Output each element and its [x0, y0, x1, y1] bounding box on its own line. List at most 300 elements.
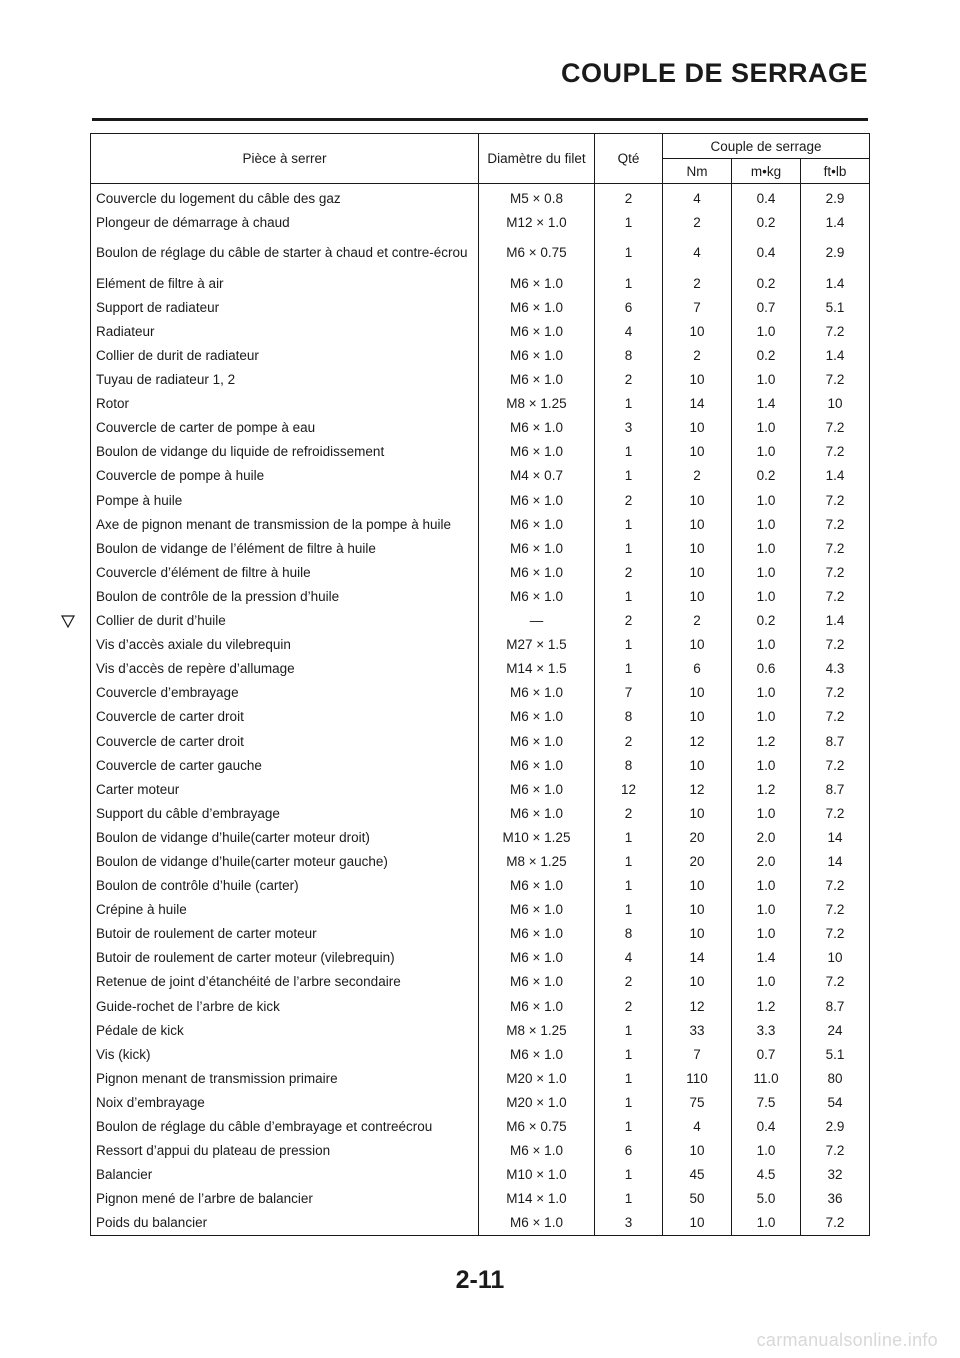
cell-thread: M6 × 1.0 — [479, 970, 595, 994]
cell-ftlb: 7.2 — [801, 319, 870, 343]
cell-thread: M6 × 1.0 — [479, 536, 595, 560]
cell-ftlb: 7.2 — [801, 440, 870, 464]
cell-thread: M6 × 1.0 — [479, 1139, 595, 1163]
cell-nm: 2 — [663, 464, 732, 488]
cell-ftlb: 7.2 — [801, 970, 870, 994]
cell-part: Pompe à huile — [91, 488, 479, 512]
cell-ftlb: 7.2 — [801, 512, 870, 536]
cell-nm: 2 — [663, 210, 732, 234]
cell-nm: 4 — [663, 1114, 732, 1138]
cell-thread: M6 × 1.0 — [479, 343, 595, 367]
cell-nm: 75 — [663, 1090, 732, 1114]
cell-qty: 2 — [595, 994, 663, 1018]
cell-ftlb: 14 — [801, 825, 870, 849]
cell-nm: 14 — [663, 392, 732, 416]
cell-part: Couvercle du logement du câble des gaz — [91, 184, 479, 211]
table-row — [91, 295, 870, 319]
cell-ftlb: 7.2 — [801, 681, 870, 705]
table-row — [91, 343, 870, 367]
cell-part: Couvercle de carter gauche — [91, 753, 479, 777]
table-row — [91, 898, 870, 922]
table-row — [91, 368, 870, 392]
cell-mkg: 0.2 — [732, 609, 801, 633]
cell-thread: M14 × 1.0 — [479, 1187, 595, 1211]
cell-nm: 10 — [663, 705, 732, 729]
cell-ftlb: 2.9 — [801, 184, 870, 211]
header-qty: Qté — [595, 134, 663, 184]
cell-thread: M6 × 1.0 — [479, 729, 595, 753]
cell-nm: 10 — [663, 970, 732, 994]
cell-qty: 6 — [595, 295, 663, 319]
cell-mkg: 2.0 — [732, 849, 801, 873]
cell-nm: 33 — [663, 1018, 732, 1042]
cell-ftlb: 54 — [801, 1090, 870, 1114]
cell-part: Vis d’accès de repère d’allumage — [91, 657, 479, 681]
cell-mkg: 0.7 — [732, 295, 801, 319]
cell-thread: M20 × 1.0 — [479, 1090, 595, 1114]
cell-part: Couvercle de pompe à huile — [91, 464, 479, 488]
cell-nm: 110 — [663, 1066, 732, 1090]
cell-qty: 1 — [595, 1114, 663, 1138]
cell-part: Guide-rochet de l’arbre de kick — [91, 994, 479, 1018]
page-number: 2-11 — [455, 1266, 505, 1294]
cell-qty: 1 — [595, 512, 663, 536]
triangle-outline-icon — [61, 614, 75, 628]
cell-qty: 12 — [595, 777, 663, 801]
cell-thread: M6 × 1.0 — [479, 753, 595, 777]
cell-part: Tuyau de radiateur 1, 2 — [91, 368, 479, 392]
table-row — [91, 440, 870, 464]
cell-thread: M6 × 1.0 — [479, 488, 595, 512]
table-row — [91, 657, 870, 681]
table-row — [91, 319, 870, 343]
cell-nm: 10 — [663, 416, 732, 440]
cell-part: Carter moteur — [91, 777, 479, 801]
cell-thread: M10 × 1.0 — [479, 1163, 595, 1187]
cell-nm: 10 — [663, 898, 732, 922]
cell-thread: M6 × 1.0 — [479, 295, 595, 319]
cell-mkg: 1.0 — [732, 536, 801, 560]
cell-part: Pédale de kick — [91, 1018, 479, 1042]
table-row — [91, 184, 870, 211]
cell-ftlb: 1.4 — [801, 343, 870, 367]
table-row — [91, 416, 870, 440]
table-row — [91, 1139, 870, 1163]
cell-mkg: 0.2 — [732, 464, 801, 488]
cell-ftlb: 7.2 — [801, 1139, 870, 1163]
cell-mkg: 0.2 — [732, 343, 801, 367]
cell-qty: 2 — [595, 368, 663, 392]
cell-mkg: 1.0 — [732, 584, 801, 608]
table-row — [91, 1018, 870, 1042]
cell-part: Plongeur de démarrage à chaud — [91, 210, 479, 234]
header-thread: Diamètre du filet — [479, 134, 595, 184]
cell-ftlb: 8.7 — [801, 777, 870, 801]
page-title: COUPLE DE SERRAGE — [560, 58, 868, 88]
cell-thread: M6 × 1.0 — [479, 898, 595, 922]
cell-part: Ressort d’appui du plateau de pression — [91, 1139, 479, 1163]
cell-qty: 1 — [595, 536, 663, 560]
cell-part: Boulon de vidange de l’élément de filtre à huile — [91, 536, 479, 560]
cell-qty: 3 — [595, 416, 663, 440]
cell-part: Couvercle de carter droit — [91, 705, 479, 729]
cell-nm: 45 — [663, 1163, 732, 1187]
cell-thread: M6 × 1.0 — [479, 368, 595, 392]
cell-part: Boulon de vidange d’huile(carter moteur gauche) — [91, 849, 479, 873]
cell-ftlb: 4.3 — [801, 657, 870, 681]
cell-qty: 1 — [595, 1018, 663, 1042]
cell-thread: — — [479, 609, 595, 633]
cell-part: Vis d’accès axiale du vilebrequin — [91, 633, 479, 657]
cell-thread: M6 × 1.0 — [479, 1211, 595, 1236]
cell-qty: 8 — [595, 705, 663, 729]
cell-nm: 10 — [663, 368, 732, 392]
cell-part: Noix d’embrayage — [91, 1090, 479, 1114]
table-row — [91, 1042, 870, 1066]
cell-qty: 1 — [595, 234, 663, 271]
table-row — [91, 560, 870, 584]
cell-qty: 2 — [595, 970, 663, 994]
cell-part: Couvercle d’embrayage — [91, 681, 479, 705]
cell-ftlb: 7.2 — [801, 416, 870, 440]
cell-qty: 2 — [595, 801, 663, 825]
cell-mkg: 3.3 — [732, 1018, 801, 1042]
cell-thread: M8 × 1.25 — [479, 849, 595, 873]
cell-part: Couvercle de carter droit — [91, 729, 479, 753]
cell-part: Rotor — [91, 392, 479, 416]
torque-table — [90, 133, 870, 1236]
cell-mkg: 1.0 — [732, 512, 801, 536]
cell-ftlb: 7.2 — [801, 898, 870, 922]
cell-ftlb: 8.7 — [801, 729, 870, 753]
table-row — [91, 512, 870, 536]
cell-ftlb: 1.4 — [801, 210, 870, 234]
cell-part: Collier de durit d’huile — [91, 609, 479, 633]
table-row — [91, 849, 870, 873]
torque-table-body — [91, 184, 870, 1236]
cell-thread: M14 × 1.5 — [479, 657, 595, 681]
cell-ftlb: 80 — [801, 1066, 870, 1090]
cell-thread: M4 × 0.7 — [479, 464, 595, 488]
cell-mkg: 1.0 — [732, 922, 801, 946]
cell-qty: 1 — [595, 210, 663, 234]
cell-nm: 12 — [663, 994, 732, 1018]
cell-part: Poids du balancier — [91, 1211, 479, 1236]
cell-thread: M10 × 1.25 — [479, 825, 595, 849]
table-row — [91, 1163, 870, 1187]
table-row — [91, 729, 870, 753]
cell-qty: 1 — [595, 898, 663, 922]
cell-nm: 10 — [663, 560, 732, 584]
table-row — [91, 392, 870, 416]
cell-part: Collier de durit de radiateur — [91, 343, 479, 367]
cell-mkg: 1.0 — [732, 801, 801, 825]
cell-qty: 2 — [595, 560, 663, 584]
cell-mkg: 1.0 — [732, 898, 801, 922]
cell-qty: 1 — [595, 825, 663, 849]
header-ftlb: ft•lb — [801, 159, 870, 184]
cell-nm: 7 — [663, 1042, 732, 1066]
cell-ftlb: 2.9 — [801, 234, 870, 271]
cell-mkg: 1.0 — [732, 560, 801, 584]
cell-qty: 1 — [595, 1042, 663, 1066]
cell-nm: 10 — [663, 874, 732, 898]
cell-nm: 20 — [663, 849, 732, 873]
cell-nm: 2 — [663, 343, 732, 367]
cell-nm: 4 — [663, 184, 732, 211]
cell-thread: M8 × 1.25 — [479, 1018, 595, 1042]
cell-ftlb: 7.2 — [801, 633, 870, 657]
cell-thread: M6 × 1.0 — [479, 440, 595, 464]
cell-part: Support du câble d’embrayage — [91, 801, 479, 825]
cell-part: Boulon de contrôle d’huile (carter) — [91, 874, 479, 898]
cell-thread: M6 × 1.0 — [479, 994, 595, 1018]
cell-mkg: 1.0 — [732, 681, 801, 705]
cell-qty: 2 — [595, 488, 663, 512]
cell-mkg: 1.0 — [732, 488, 801, 512]
cell-mkg: 1.2 — [732, 777, 801, 801]
cell-qty: 4 — [595, 319, 663, 343]
table-row — [91, 825, 870, 849]
table-row — [91, 1090, 870, 1114]
cell-qty: 8 — [595, 343, 663, 367]
cell-nm: 12 — [663, 777, 732, 801]
table-row — [91, 234, 870, 271]
cell-mkg: 0.2 — [732, 271, 801, 295]
cell-nm: 10 — [663, 922, 732, 946]
table-row — [91, 1211, 870, 1236]
cell-qty: 8 — [595, 922, 663, 946]
title-rule — [92, 118, 868, 121]
header-part: Pièce à serrer — [91, 134, 479, 184]
cell-qty: 2 — [595, 729, 663, 753]
cell-nm: 10 — [663, 1139, 732, 1163]
cell-mkg: 11.0 — [732, 1066, 801, 1090]
table-row — [91, 536, 870, 560]
cell-thread: M12 × 1.0 — [479, 210, 595, 234]
cell-ftlb: 7.2 — [801, 560, 870, 584]
cell-ftlb: 10 — [801, 946, 870, 970]
cell-qty: 1 — [595, 440, 663, 464]
cell-nm: 7 — [663, 295, 732, 319]
table-row — [91, 801, 870, 825]
cell-qty: 3 — [595, 1211, 663, 1236]
cell-ftlb: 5.1 — [801, 295, 870, 319]
cell-part: Radiateur — [91, 319, 479, 343]
watermark: carmanualsonline.info — [756, 1330, 938, 1350]
cell-nm: 10 — [663, 319, 732, 343]
cell-nm: 10 — [663, 681, 732, 705]
cell-mkg: 1.0 — [732, 705, 801, 729]
cell-mkg: 1.2 — [732, 729, 801, 753]
table-row — [91, 946, 870, 970]
cell-ftlb: 7.2 — [801, 1211, 870, 1236]
cell-thread: M6 × 1.0 — [479, 319, 595, 343]
cell-nm: 10 — [663, 488, 732, 512]
cell-mkg: 1.0 — [732, 440, 801, 464]
cell-thread: M6 × 0.75 — [479, 1114, 595, 1138]
cell-qty: 1 — [595, 271, 663, 295]
cell-ftlb: 7.2 — [801, 368, 870, 392]
cell-qty: 1 — [595, 1066, 663, 1090]
table-row — [91, 874, 870, 898]
cell-ftlb: 14 — [801, 849, 870, 873]
cell-qty: 4 — [595, 946, 663, 970]
cell-nm: 12 — [663, 729, 732, 753]
cell-ftlb: 7.2 — [801, 536, 870, 560]
cell-ftlb: 36 — [801, 1187, 870, 1211]
cell-ftlb: 7.2 — [801, 705, 870, 729]
cell-ftlb: 1.4 — [801, 464, 870, 488]
cell-thread: M5 × 0.8 — [479, 184, 595, 211]
cell-mkg: 1.0 — [732, 633, 801, 657]
cell-ftlb: 5.1 — [801, 1042, 870, 1066]
cell-thread: M6 × 1.0 — [479, 705, 595, 729]
cell-nm: 4 — [663, 234, 732, 271]
cell-mkg: 1.0 — [732, 1211, 801, 1236]
cell-mkg: 4.5 — [732, 1163, 801, 1187]
cell-thread: M6 × 1.0 — [479, 681, 595, 705]
table-row — [91, 584, 870, 608]
cell-thread: M6 × 1.0 — [479, 271, 595, 295]
cell-thread: M6 × 1.0 — [479, 801, 595, 825]
cell-mkg: 0.4 — [732, 1114, 801, 1138]
cell-part: Butoir de roulement de carter moteur — [91, 922, 479, 946]
cell-nm: 2 — [663, 609, 732, 633]
cell-part: Boulon de vidange d’huile(carter moteur droit) — [91, 825, 479, 849]
cell-mkg: 1.0 — [732, 1139, 801, 1163]
cell-mkg: 0.7 — [732, 1042, 801, 1066]
cell-thread: M8 × 1.25 — [479, 392, 595, 416]
cell-nm: 20 — [663, 825, 732, 849]
cell-nm: 10 — [663, 584, 732, 608]
table-row — [91, 609, 870, 633]
cell-nm: 10 — [663, 1211, 732, 1236]
cell-nm: 10 — [663, 801, 732, 825]
table-row — [91, 1114, 870, 1138]
cell-ftlb: 24 — [801, 1018, 870, 1042]
cell-part: Pignon menant de transmission primaire — [91, 1066, 479, 1090]
cell-nm: 14 — [663, 946, 732, 970]
cell-part: Retenue de joint d’étanchéité de l’arbre secondaire — [91, 970, 479, 994]
cell-part: Boulon de contrôle de la pression d’huile — [91, 584, 479, 608]
table-row — [91, 681, 870, 705]
header-mkg: m•kg — [732, 159, 801, 184]
cell-part: Boulon de réglage du câble d’embrayage et contreécrou — [91, 1114, 479, 1138]
table-row — [91, 994, 870, 1018]
cell-part: Crépine à huile — [91, 898, 479, 922]
cell-ftlb: 10 — [801, 392, 870, 416]
cell-part: Vis (kick) — [91, 1042, 479, 1066]
cell-mkg: 1.0 — [732, 416, 801, 440]
cell-part: Support de radiateur — [91, 295, 479, 319]
cell-qty: 1 — [595, 874, 663, 898]
cell-mkg: 1.4 — [732, 392, 801, 416]
table-row — [91, 922, 870, 946]
table-row — [91, 705, 870, 729]
cell-mkg: 1.0 — [732, 753, 801, 777]
cell-mkg: 1.4 — [732, 946, 801, 970]
cell-mkg: 1.0 — [732, 368, 801, 392]
cell-qty: 1 — [595, 849, 663, 873]
cell-qty: 1 — [595, 464, 663, 488]
table-row — [91, 464, 870, 488]
cell-qty: 1 — [595, 1163, 663, 1187]
cell-nm: 2 — [663, 271, 732, 295]
cell-thread: M6 × 1.0 — [479, 777, 595, 801]
cell-mkg: 5.0 — [732, 1187, 801, 1211]
cell-mkg: 1.0 — [732, 319, 801, 343]
cell-mkg: 2.0 — [732, 825, 801, 849]
cell-part: Axe de pignon menant de transmission de la pompe à huile — [91, 512, 479, 536]
cell-qty: 6 — [595, 1139, 663, 1163]
cell-part: Boulon de réglage du câble de starter à chaud et contre-écrou — [91, 234, 479, 271]
cell-part: Boulon de vidange du liquide de refroidissement — [91, 440, 479, 464]
cell-qty: 1 — [595, 392, 663, 416]
cell-mkg: 1.0 — [732, 970, 801, 994]
cell-ftlb: 32 — [801, 1163, 870, 1187]
cell-mkg: 1.0 — [732, 874, 801, 898]
cell-qty: 1 — [595, 657, 663, 681]
cell-part: Butoir de roulement de carter moteur (vilebrequin) — [91, 946, 479, 970]
cell-nm: 10 — [663, 633, 732, 657]
cell-nm: 10 — [663, 512, 732, 536]
cell-qty: 1 — [595, 1090, 663, 1114]
table-row — [91, 777, 870, 801]
cell-thread: M6 × 1.0 — [479, 946, 595, 970]
cell-qty: 7 — [595, 681, 663, 705]
cell-ftlb: 2.9 — [801, 1114, 870, 1138]
cell-ftlb: 7.2 — [801, 874, 870, 898]
table-row — [91, 633, 870, 657]
cell-mkg: 0.6 — [732, 657, 801, 681]
cell-thread: M6 × 1.0 — [479, 1042, 595, 1066]
cell-part: Balancier — [91, 1163, 479, 1187]
header-nm: Nm — [663, 159, 732, 184]
cell-nm: 6 — [663, 657, 732, 681]
cell-nm: 10 — [663, 536, 732, 560]
cell-qty: 2 — [595, 609, 663, 633]
table-row — [91, 210, 870, 234]
cell-thread: M20 × 1.0 — [479, 1066, 595, 1090]
cell-mkg: 7.5 — [732, 1090, 801, 1114]
cell-thread: M27 × 1.5 — [479, 633, 595, 657]
cell-ftlb: 1.4 — [801, 271, 870, 295]
cell-ftlb: 7.2 — [801, 753, 870, 777]
cell-qty: 1 — [595, 584, 663, 608]
cell-mkg: 0.4 — [732, 234, 801, 271]
table-row — [91, 1066, 870, 1090]
cell-ftlb: 1.4 — [801, 609, 870, 633]
cell-ftlb: 7.2 — [801, 488, 870, 512]
cell-qty: 8 — [595, 753, 663, 777]
cell-thread: M6 × 1.0 — [479, 560, 595, 584]
table-row — [91, 753, 870, 777]
cell-qty: 2 — [595, 184, 663, 211]
cell-thread: M6 × 0.75 — [479, 234, 595, 271]
table-row — [91, 488, 870, 512]
header-torque: Couple de serrage — [663, 134, 870, 159]
cell-ftlb: 8.7 — [801, 994, 870, 1018]
cell-nm: 10 — [663, 440, 732, 464]
cell-qty: 1 — [595, 633, 663, 657]
cell-thread: M6 × 1.0 — [479, 584, 595, 608]
cell-thread: M6 × 1.0 — [479, 874, 595, 898]
cell-nm: 50 — [663, 1187, 732, 1211]
cell-ftlb: 7.2 — [801, 801, 870, 825]
cell-thread: M6 × 1.0 — [479, 512, 595, 536]
cell-qty: 1 — [595, 1187, 663, 1211]
